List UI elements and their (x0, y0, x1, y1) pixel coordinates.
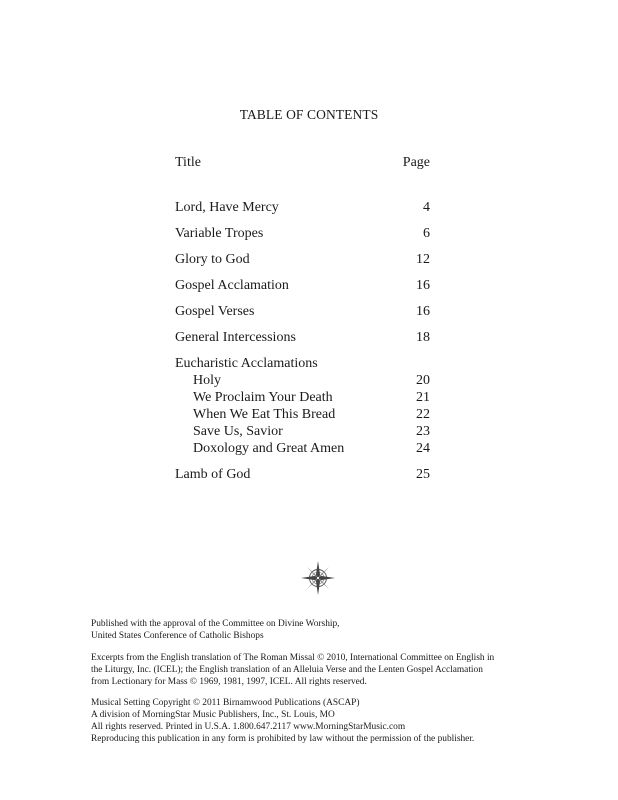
toc-entry-page: 6 (423, 226, 430, 241)
toc-entry-title: Variable Tropes (175, 226, 264, 241)
toc-entry-page: 18 (416, 330, 430, 345)
toc-entry-title: When We Eat This Bread (193, 407, 336, 422)
footer-line: Musical Setting Copyright © 2011 Birnamwood Publications (ASCAP) (91, 698, 360, 708)
toc-entry-title: Gospel Acclamation (175, 278, 289, 293)
toc-entry-title: Doxology and Great Amen (193, 441, 345, 456)
toc-entry-page: 16 (416, 304, 430, 319)
toc-entry (175, 277, 430, 294)
toc-entry-page: 21 (416, 390, 430, 405)
toc-entry (175, 251, 430, 268)
footer-line: A division of MorningStar Music Publishers, Inc., St. Louis, MO (91, 710, 335, 721)
footer-line: Reproducing this publication in any form is prohibited by law without the permission of the publisher. (91, 734, 475, 745)
toc-subentry (193, 372, 430, 389)
footer-line: from Lectionary for Mass © 1969, 1981, 1997, ICEL. All rights reserved. (91, 677, 367, 688)
toc-entry-page: 22 (416, 407, 430, 422)
toc-entry (175, 199, 430, 216)
toc-subentry (193, 406, 430, 423)
copyright-notice (91, 697, 531, 745)
toc-subentry (193, 389, 430, 406)
toc-entry-page: 4 (423, 200, 430, 215)
toc-entry-title: General Intercessions (175, 330, 296, 345)
title-column-header: Title (175, 155, 201, 170)
page-column-header: Page (402, 155, 430, 170)
toc-entry-title: Lord, Have Mercy (175, 200, 279, 215)
toc-entry-page: 24 (416, 441, 430, 456)
page-title: TABLE OF CONTENTS (239, 107, 379, 122)
toc-entry (175, 303, 430, 320)
footer-line: Excerpts from the English translation of The Roman Missal © 2010, International Committee on English in (91, 653, 495, 663)
toc-entry-page: 23 (416, 424, 430, 439)
toc-entry-title: Save Us, Savior (193, 424, 283, 439)
footer-line: All rights reserved. Printed in U.S.A. 1.800.647.2117 www.MorningStarMusic.com (91, 722, 406, 733)
footer-line: Published with the approval of the Committee on Divine Worship, (91, 619, 340, 629)
toc-subentry (193, 423, 430, 440)
column-headers (175, 155, 430, 171)
toc-entry (175, 225, 430, 242)
approval-notice (91, 618, 531, 642)
toc-entry-page: 12 (416, 252, 430, 267)
toc-entry-title: Glory to God (175, 252, 250, 267)
toc-entry-page: 25 (416, 467, 430, 482)
toc-entry (175, 329, 430, 346)
toc-entry (175, 466, 430, 483)
footer-line: United States Conference of Catholic Bishops (91, 631, 264, 642)
toc-entry-title: Gospel Verses (175, 304, 255, 319)
footer-line: the Liturgy, Inc. (ICEL); the English translation of an Alleluia Verse and the Lenten Gospel Acclamation (91, 665, 483, 676)
excerpts-notice (91, 652, 531, 688)
toc-entry-title: Holy (193, 373, 221, 388)
toc-entry-title: We Proclaim Your Death (193, 390, 333, 405)
toc-entry-page: 20 (416, 373, 430, 388)
toc-section-heading (175, 355, 430, 372)
toc-entry-title: Eucharistic Acclamations (175, 356, 318, 371)
compass-star-icon (300, 560, 336, 596)
toc-entry-title: Lamb of God (175, 467, 251, 482)
toc-subentry (193, 440, 430, 457)
toc-entry-page: 16 (416, 278, 430, 293)
